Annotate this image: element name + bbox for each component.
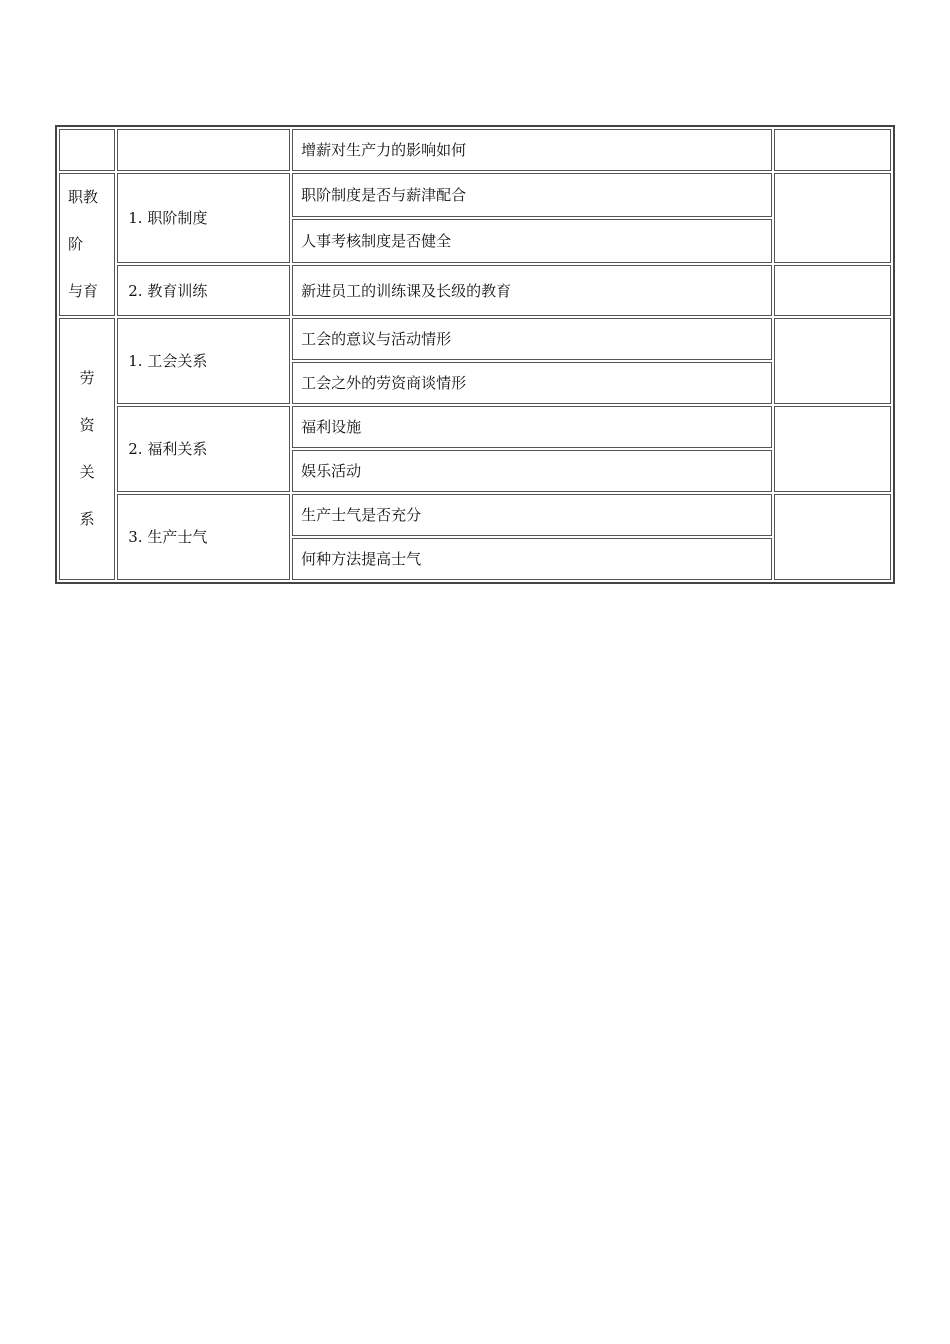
table-row [59, 173, 891, 217]
subcategory-cell: 3. 生产士气 [117, 494, 290, 580]
remark-cell [774, 173, 891, 263]
category-label-line: 与育 [68, 282, 99, 300]
item-cell: 工会的意议与活动情形 [292, 318, 772, 360]
category-label-line: 阶 [68, 235, 84, 253]
item-cell: 职阶制度是否与薪津配合 [292, 173, 772, 217]
subcategory-cell: 1. 工会关系 [117, 318, 290, 404]
subcategory-cell-empty [117, 129, 290, 171]
category-label-line: 劳 [79, 369, 95, 387]
item-cell: 增薪对生产力的影响如何 [292, 129, 772, 171]
subcategory-cell: 1. 职阶制度 [117, 173, 290, 263]
table-row [59, 129, 891, 171]
category-label-line: 职教 [68, 188, 99, 206]
item-cell: 娱乐活动 [292, 450, 772, 492]
category-label-line: 系 [79, 510, 95, 528]
table-row [59, 318, 891, 360]
category-label-line: 资 [79, 416, 95, 434]
remark-cell [774, 129, 891, 171]
item-cell: 福利设施 [292, 406, 772, 448]
item-cell: 生产士气是否充分 [292, 494, 772, 536]
remark-cell [774, 494, 891, 580]
evaluation-table [55, 125, 895, 584]
table-row [59, 494, 891, 536]
item-cell: 新进员工的训练课及长级的教育 [292, 265, 772, 316]
table-row [59, 265, 891, 316]
item-cell: 人事考核制度是否健全 [292, 219, 772, 263]
category-label-line: 关 [79, 463, 95, 481]
subcategory-cell: 2. 福利关系 [117, 406, 290, 492]
table-row [59, 406, 891, 448]
remark-cell [774, 406, 891, 492]
item-cell: 工会之外的劳资商谈情形 [292, 362, 772, 404]
remark-cell [774, 265, 891, 316]
category-cell-labor [59, 318, 115, 580]
category-cell-education [59, 173, 115, 316]
subcategory-cell: 2. 教育训练 [117, 265, 290, 316]
item-cell: 何种方法提高士气 [292, 538, 772, 580]
category-cell-empty [59, 129, 115, 171]
remark-cell [774, 318, 891, 404]
